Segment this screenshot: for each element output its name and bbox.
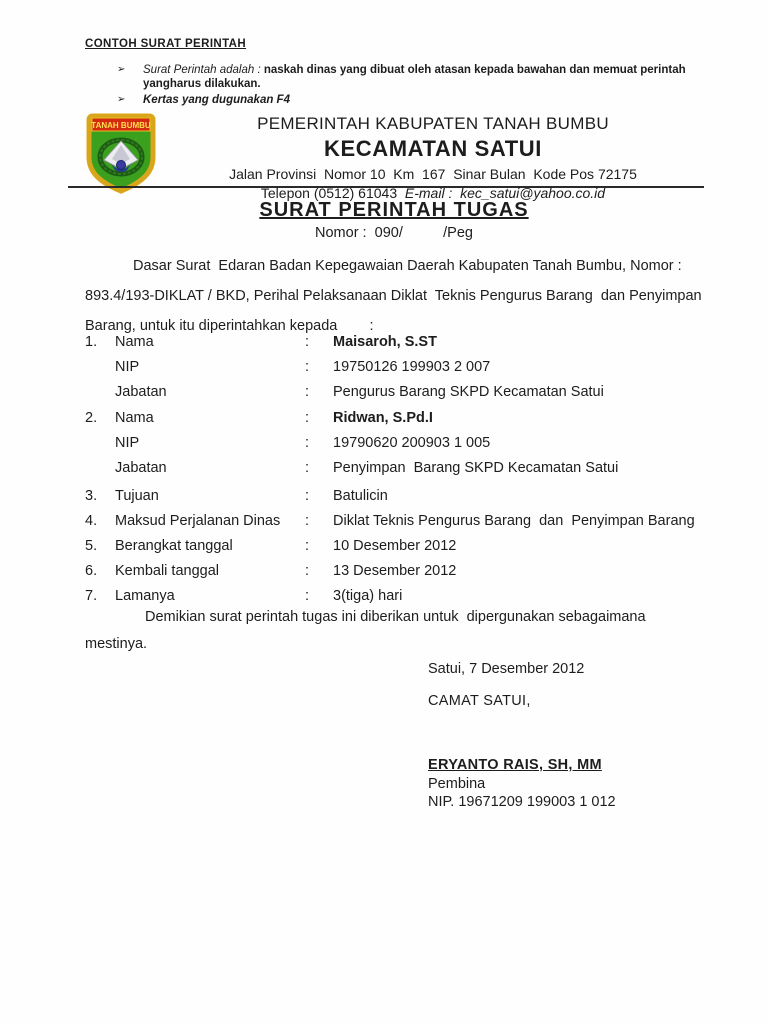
signature-position: CAMAT SATUI,: [428, 693, 531, 709]
note-title: CONTOH SURAT PERINTAH: [85, 38, 247, 50]
kv-row: [85, 330, 710, 355]
note-bullet-text: [143, 93, 703, 107]
row-label: NIP: [115, 435, 140, 451]
row-label: Jabatan: [115, 460, 167, 476]
row-colon: :: [305, 435, 310, 451]
row-colon: :: [305, 588, 310, 604]
letterhead-address-line: Jalan Provinsi Nomor 10 Km 167 Sinar Bulan Kode Pos 72175: [229, 166, 637, 182]
row-colon: :: [305, 563, 310, 579]
row-number: 6.: [85, 563, 98, 579]
personnel-entry-1: [85, 330, 710, 405]
letterhead-divider-rule: [68, 186, 704, 188]
kv-row: [85, 380, 710, 405]
kv-row: [85, 431, 710, 456]
row-number: 4.: [85, 513, 98, 529]
signature-rank: Pembina: [428, 776, 486, 792]
row-colon: :: [305, 334, 310, 350]
row-label: Lamanya: [115, 588, 175, 604]
row-colon: :: [305, 488, 310, 504]
closing-paragraph: Demikian surat perintah tugas ini diberikan untuk dipergunakan sebagaimana mestinya.: [85, 609, 650, 652]
note-bullet-bold-italic: Kertas yang dugunakan F4: [143, 94, 290, 106]
row-colon: :: [305, 359, 310, 375]
note-bullet-bold: naskah dinas yang dibuat oleh atasan kepada bawahan dan memuat perintah yangharus dilakukan.: [143, 64, 686, 90]
row-value: Maisaroh, S.ST: [333, 334, 437, 350]
row-value: 3(tiga) hari: [333, 588, 403, 604]
row-value: 19790620 200903 1 005: [333, 435, 491, 451]
row-value: Pengurus Barang SKPD Kecamatan Satui: [333, 384, 604, 400]
row-label: Kembali tanggal: [115, 563, 219, 579]
row-label: Nama: [115, 410, 154, 426]
kv-row: [85, 484, 710, 509]
kv-row: [85, 534, 710, 559]
row-number: 7.: [85, 588, 98, 604]
row-number: 5.: [85, 538, 98, 554]
row-label: Maksud Perjalanan Dinas: [115, 513, 281, 529]
row-colon: :: [305, 460, 310, 476]
row-value: 10 Desember 2012: [333, 538, 457, 554]
kv-row: [85, 406, 710, 431]
row-value: Batulicin: [333, 488, 388, 504]
row-value: 19750126 199903 2 007: [333, 359, 491, 375]
letterhead-district-line: KECAMATAN SATUI: [324, 136, 542, 161]
row-number: 1.: [85, 334, 98, 350]
row-value: 13 Desember 2012: [333, 563, 457, 579]
note-bullet-text: [143, 63, 703, 91]
letter-title: SURAT PERINTAH TUGAS: [259, 199, 529, 221]
assignment-details: [85, 484, 710, 609]
signature-place-date: Satui, 7 Desember 2012: [428, 661, 585, 677]
row-number: [85, 355, 115, 380]
opening-paragraph: Dasar Surat Edaran Badan Kepegawaian Daerah Kabupaten Tanah Bumbu, Nomor : 893.4/193-DIKLAT / BKD, Perihal Pelaksanaan Diklat Teknis Pengurus Barang dan Penyimpan Barang, untuk itu diperintahkan kepada :: [85, 258, 706, 334]
row-number: [85, 456, 115, 481]
signature-block: [428, 660, 728, 811]
row-colon: :: [305, 513, 310, 529]
kv-row: [85, 456, 710, 481]
kv-row: [85, 355, 710, 380]
note-bullet: [117, 63, 705, 91]
row-label: Nama: [115, 334, 154, 350]
letter-number: Nomor : 090/ /Peg: [315, 225, 473, 241]
row-number: [85, 380, 115, 405]
letterhead-government-line: PEMERINTAH KABUPATEN TANAH BUMBU: [257, 114, 609, 133]
kv-row: [85, 509, 710, 534]
arrowhead-bullet-icon: ➢: [117, 94, 126, 105]
row-label: NIP: [115, 359, 140, 375]
kv-row: [85, 559, 710, 584]
signature-nip: NIP. 19671209 199003 1 012: [428, 794, 616, 810]
arrowhead-bullet-icon: ➢: [117, 64, 126, 75]
letter-title-block: [85, 199, 703, 241]
note-section: [85, 38, 705, 109]
note-bullet: [117, 93, 705, 107]
row-colon: :: [305, 410, 310, 426]
personnel-entry-2: [85, 406, 710, 481]
signature-name: ERYANTO RAIS, SH, MM: [428, 757, 602, 773]
row-value: Penyimpan Barang SKPD Kecamatan Satui: [333, 460, 619, 476]
row-label: Tujuan: [115, 488, 159, 504]
row-colon: :: [305, 538, 310, 554]
note-bullet-italic: Surat Perintah adalah :: [143, 64, 264, 76]
row-label: Jabatan: [115, 384, 167, 400]
row-number: [85, 431, 115, 456]
row-value: Diklat Teknis Pengurus Barang dan Penyimpan Barang: [333, 513, 695, 529]
letterhead-email: E-mail : kec_satui@yahoo.co.id: [404, 185, 606, 201]
row-number: 3.: [85, 488, 98, 504]
row-colon: :: [305, 384, 310, 400]
letterhead-phone: Telepon (0512) 61043: [260, 185, 405, 201]
row-number: 2.: [85, 410, 98, 426]
row-label: Berangkat tanggal: [115, 538, 233, 554]
row-value: Ridwan, S.Pd.I: [333, 410, 433, 426]
logo-banner-text: TANAH BUMBU: [91, 121, 151, 130]
